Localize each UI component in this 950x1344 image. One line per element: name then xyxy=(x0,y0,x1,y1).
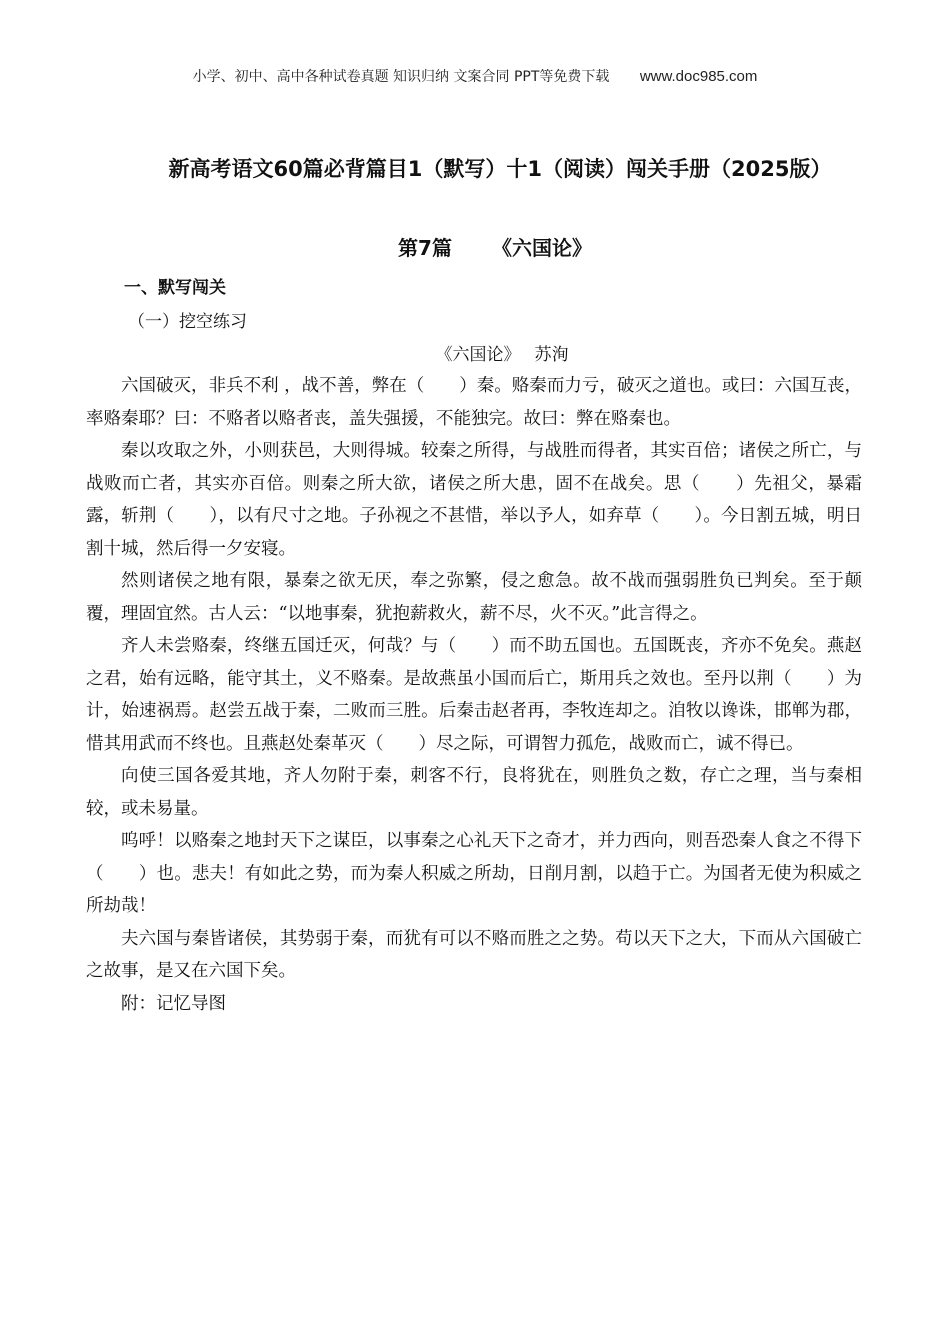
header-site-link[interactable]: www.doc985.com xyxy=(639,68,758,85)
essay-paragraph: 秦以攻取之外，小则获邑，大则得城。较秦之所得，与战胜而得者，其实百倍；诸侯之所亡，与战败而亡者，其实亦百倍。则秦之所大欲，诸侯之所大患，固不在战矣。思（ ）先祖父，暴霜露，斩荆（ ），以有尺寸之地。子孙视之不甚惜，举以予人，如弃草（ ）。今日割五城，明日割十城，然后得一夕安寝。 xyxy=(86,441,862,559)
chapter-number: 第7篇 xyxy=(398,236,452,260)
essay-paragraph: 齐人未尝赂秦，终继五国迁灭，何哉？与（ ）而不助五国也。五国既丧，齐亦不免矣。燕赵之君，始有远略，能守其土，义不赂秦。是故燕虽小国而后亡，斯用兵之效也。至丹以荆（ ）为计，始速祸焉。赵尝五战于秦，二败而三胜。后秦击赵者再，李牧连却之。洎牧以谗诛，邯郸为郡，惜其用武而不终也。且燕赵处秦革灭（ ）尽之际，可谓智力孤危，战败而亡，诚不得已。 xyxy=(86,636,862,754)
page-header xyxy=(0,66,950,86)
header-text: 小学、初中、高中各种试卷真题 知识归纳 文案合同 PPT等免费下载 xyxy=(192,69,610,85)
document-title: 新高考语文60篇必背篇目1（默写）十1（阅读）闯关手册（2025版） xyxy=(168,157,832,181)
appendix-label: 附：记忆导图 xyxy=(121,993,226,1014)
essay-body xyxy=(86,370,862,1020)
essay-title xyxy=(0,340,950,365)
chapter-title xyxy=(0,232,950,261)
essay-paragraph: 然则诸侯之地有限，暴秦之欲无厌，奉之弥繁，侵之愈急。故不战而强弱胜负已判矣。至于颠覆，理固宜然。古人云：“以地事秦，犹抱薪救火，薪不尽，火不灭。”此言得之。 xyxy=(86,571,862,624)
sub-heading: （一）挖空练习 xyxy=(128,312,247,332)
essay-name: 《六国论》 xyxy=(435,345,521,365)
essay-paragraph: 向使三国各爱其地，齐人勿附于秦，刺客不行，良将犹在，则胜负之数，存亡之理，当与秦相较，或未易量。 xyxy=(86,766,862,819)
essay-paragraph: 六国破灭，非兵不利 ，战不善，弊在（ ）秦。赂秦而力亏，破灭之道也。或曰：六国互丧，率赂秦耶？曰：不赂者以赂者丧，盖失强援，不能独完。故曰：弊在赂秦也。 xyxy=(86,376,862,429)
essay-author: 苏洵 xyxy=(534,345,569,365)
essay-paragraph: 夫六国与秦皆诸侯，其势弱于秦，而犹有可以不赂而胜之之势。苟以天下之大，下而从六国破亡之故事，是又在六国下矣。 xyxy=(86,928,862,981)
section-heading: 一、默写闯关 xyxy=(124,278,226,298)
chapter-name: 《六国论》 xyxy=(491,236,592,260)
essay-paragraph: 呜呼！以赂秦之地封天下之谋臣，以事秦之心礼天下之奇才，并力西向，则吾恐秦人食之不得下（ ）也。悲夫！有如此之势，而为秦人积威之所劫，日削月割，以趋于亡。为国者无使为积威之所劫哉！ xyxy=(86,831,862,916)
